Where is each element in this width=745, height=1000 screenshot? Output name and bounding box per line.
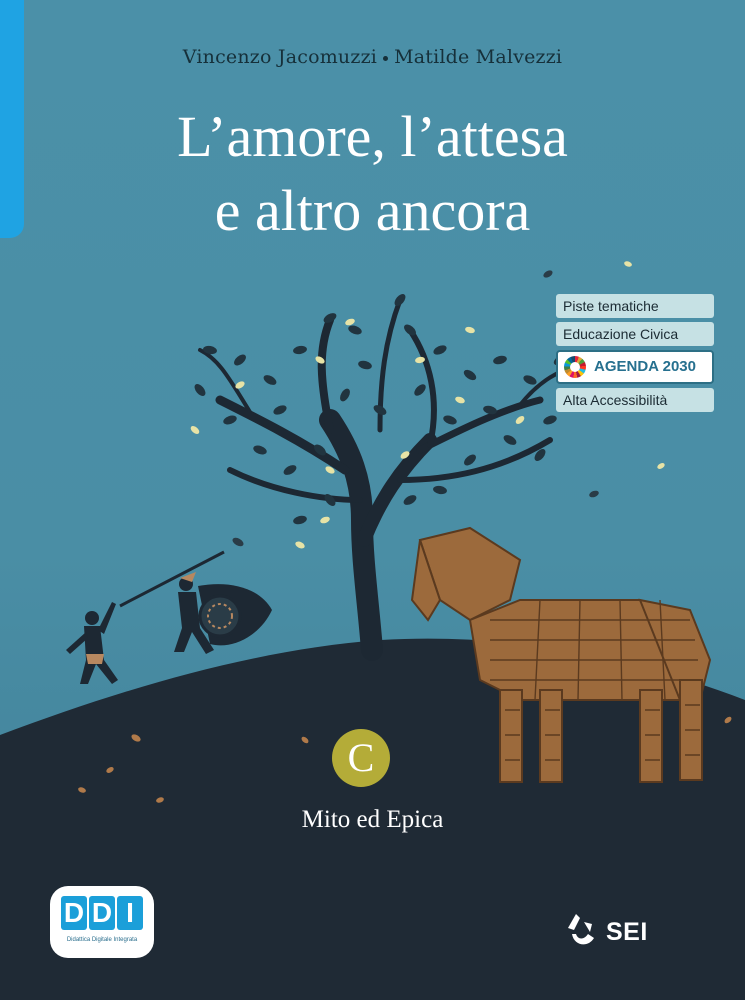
agenda-2030-wheel-icon [564,356,586,378]
author-separator [383,56,388,61]
ddi-logo [50,886,154,958]
sei-logo-icon [564,912,598,952]
title-line-1: L’amore, l’attesa [177,104,568,169]
author-2: Matilde Malvezzi [394,46,563,68]
authors [0,46,745,68]
tag-alta-accessibilita: Alta Accessibilità [556,388,714,412]
ddi-letter-d1: D [61,896,87,930]
publisher-name: SEI [606,917,648,946]
tag-educazione-civica: Educazione Civica [556,322,714,346]
ddi-caption: Didattica Digitale Integrata [66,937,138,943]
feature-tags [556,294,714,416]
author-1: Vincenzo Jacomuzzi [182,46,378,68]
tag-piste-tematiche: Piste tematiche [556,294,714,318]
book-subtitle: Mito ed Epica [301,806,444,833]
ddi-letter-d2: D [89,896,115,930]
ddi-mark [50,896,154,932]
volume-badge: C [332,729,390,787]
tag-agenda-2030 [556,350,714,384]
ddi-letter-i: I [117,896,143,930]
title-line-2: e altro ancora [214,178,531,243]
agenda-label: AGENDA 2030 [594,358,696,375]
book-title [0,100,745,248]
publisher-logo [564,912,648,952]
